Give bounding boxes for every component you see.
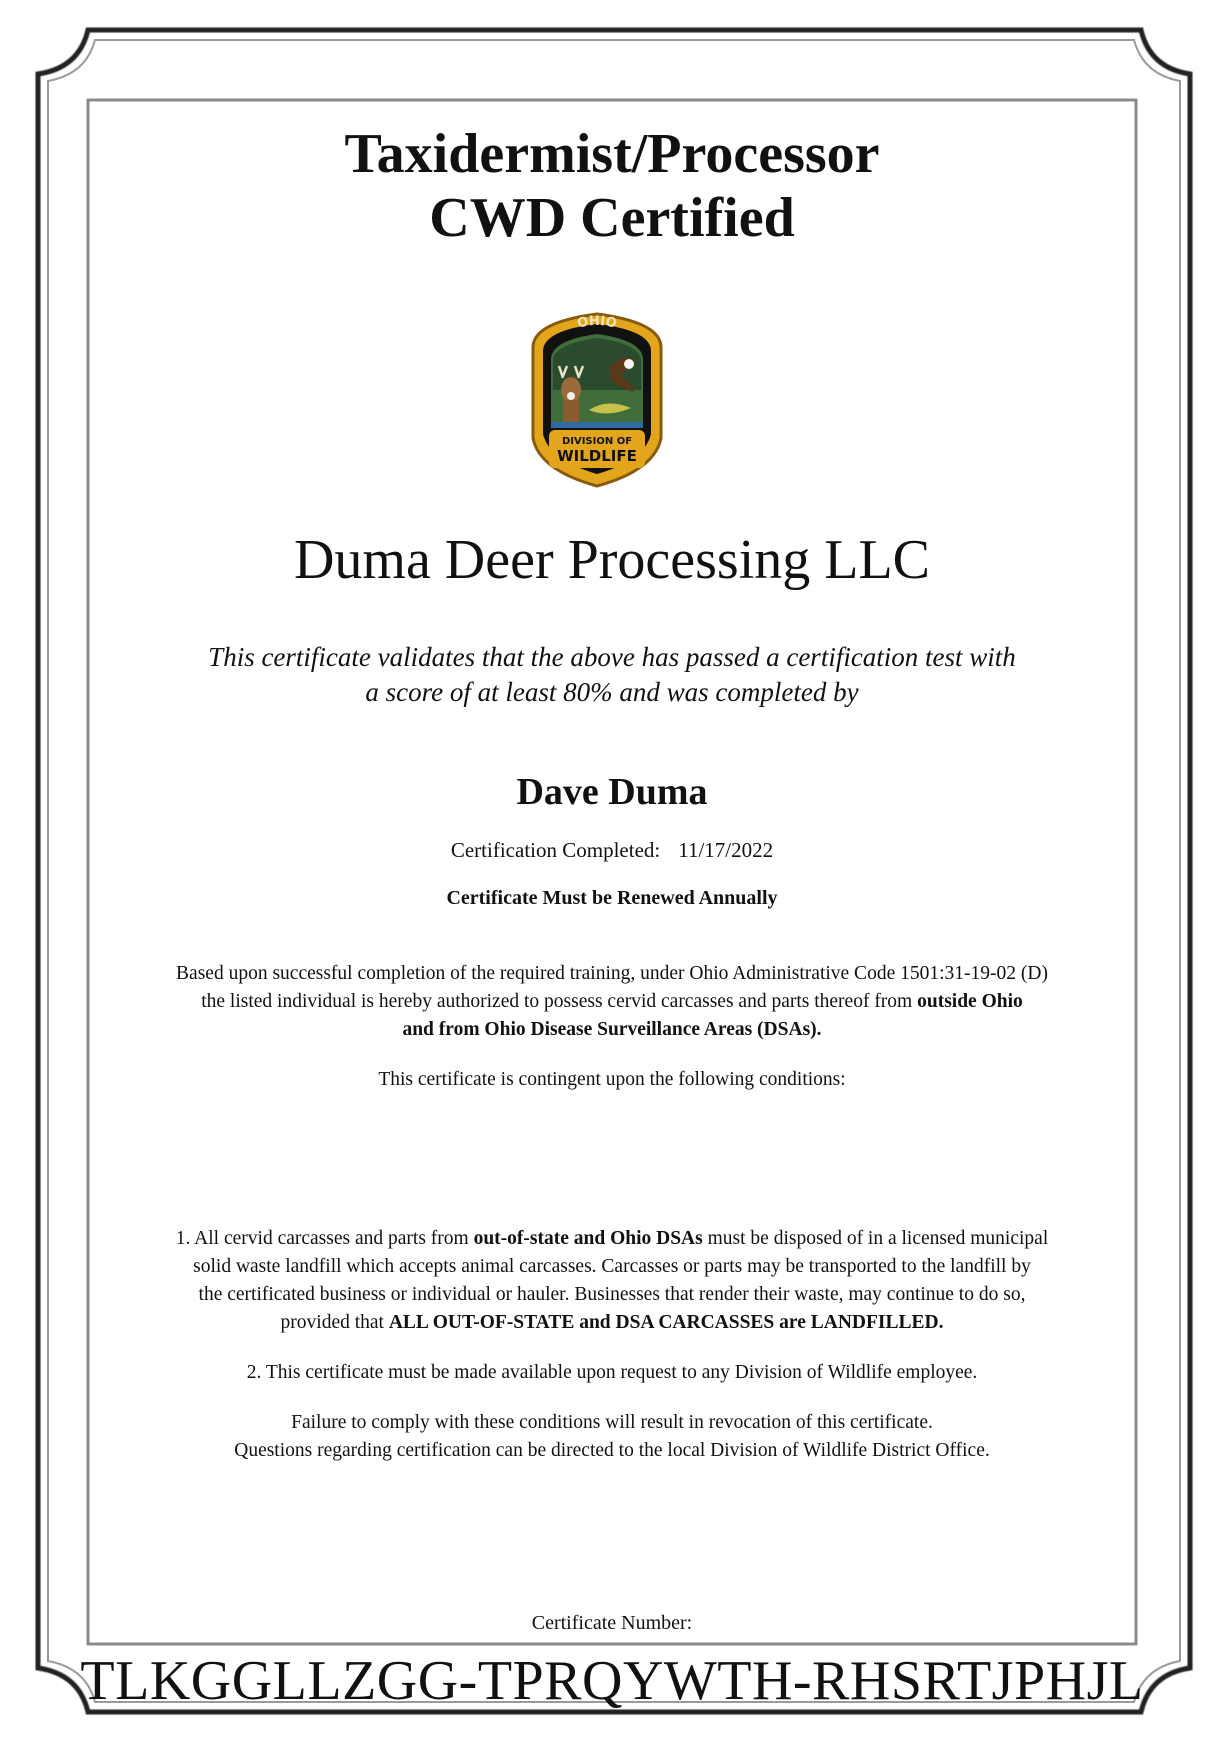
condition1-line1: 1. All cervid carcasses and parts from out-of-state and Ohio DSAs must be disposed of in a licensed municipal [175,1228,1049,1249]
seal-top-text: OHIO [575,313,619,332]
certified-person-name: Dave Duma [516,771,708,813]
conditions-intro: This certificate is contingent upon the following conditions: [378,1069,846,1090]
certificate-content [80,88,1144,1712]
condition-1 [88,1225,1136,1465]
authorization-paragraph [88,960,1136,1094]
business-name: Duma Deer Processing LLC [293,529,931,591]
condition1-line4: provided that ALL OUT-OF-STATE and DSA CARCASSES are LANDFILLED. [280,1312,944,1333]
validation-line1: This certificate validates that the above has passed a certification test with [208,642,1016,672]
authorization-line3: and from Ohio Disease Surveillance Areas (DSAs). [402,1019,822,1040]
certificate-number-label: Certificate Number: [531,1612,693,1634]
failure-line2: Questions regarding certification can be directed to the local Division of Wildlife District Office. [234,1440,990,1461]
completion-label: Certification Completed: [450,838,661,862]
seal-bottom-line2: WILDLIFE [557,447,637,465]
authorization-line1: Based upon successful completion of the required training, under Ohio Administrative Code 1501:31-19-02 (D) [176,963,1048,984]
ohio-division-of-wildlife-seal-icon [523,310,671,490]
validation-statement [88,640,1136,710]
certificate-title-line1: Taxidermist/Processor [344,123,880,185]
completion-line [88,836,1136,864]
svg-text:OHIO [576,314,618,332]
failure-line1: Failure to comply with these conditions will result in revocation of this certificate. [291,1412,933,1433]
condition1-line3: the certificated business or individual or hauler. Businesses that render their waste, may continue to do so, [198,1284,1026,1305]
seal-bottom-line1: DIVISION OF [561,436,633,447]
renewal-notice: Certificate Must be Renewed Annually [446,887,778,909]
condition1-line2: solid waste landfill which accepts animal carcasses. Carcasses or parts may be transported to the landfill by [193,1256,1031,1277]
completion-date: 11/17/2022 [678,838,774,862]
validation-line2: a score of at least 80% and was completed by [365,677,859,707]
certificate-number-value: TLKGGLLZGG-TPRQYWTH-RHSRTJPHJL [80,1650,1144,1712]
authorization-line2: the listed individual is hereby authorized to possess cervid carcasses and parts thereof from outside Ohio [201,991,1023,1012]
condition-2: 2. This certificate must be made available upon request to any Division of Wildlife employee. [246,1362,978,1383]
certificate-title-line2: CWD Certified [429,187,795,249]
